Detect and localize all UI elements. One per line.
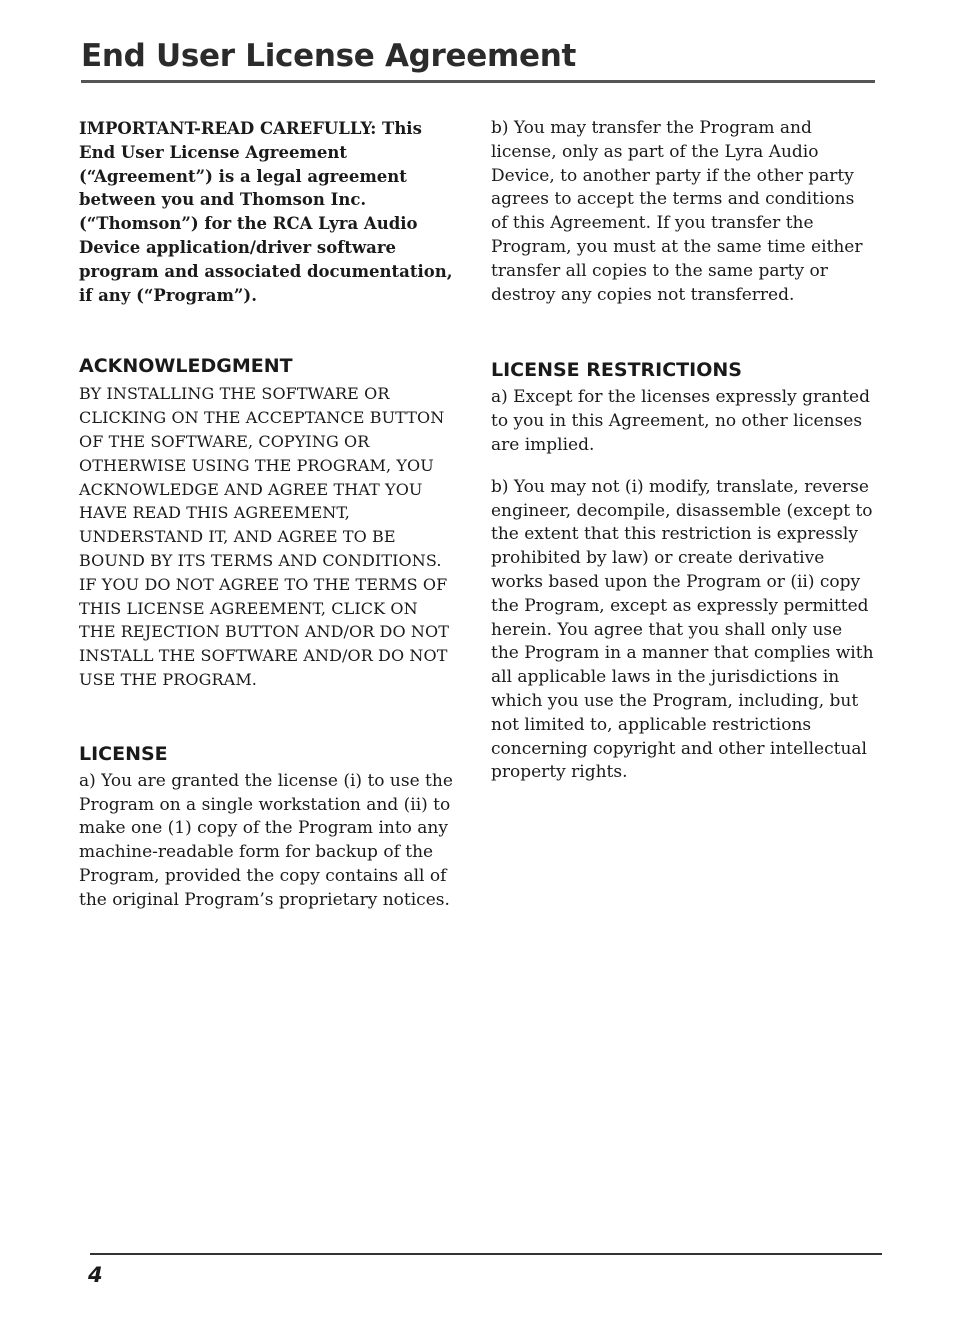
page-number: 4 — [88, 1263, 103, 1287]
license-heading: LICENSE — [79, 742, 168, 765]
license-transfer-paragraph: b) You may transfer the Program and license, only as part of the Lyra Audio Device, to another party if the other party agrees to accept the terms and conditions of this Agreement. If you transfer the Program, you must at the same time either transfer all copies to the same party or destroy any copies not transferred. — [491, 118, 863, 305]
restrictions-paragraph-a: a) Except for the licenses expressly granted to you in this Agreement, no other licenses are implied. — [491, 387, 870, 455]
acknowledgment-body: BY INSTALLING THE SOFTWARE OR CLICKING ON THE ACCEPTANCE BUTTON OF THE SOFTWARE, COPYING OR OTHERWISE USING THE PROGRAM, YOU ACKNOWLEDGE AND AGREE THAT YOU HAVE READ THIS AGREEMENT, UNDERSTAND IT, AND AGREE TO BE BOUND BY ITS TERMS AND CONDITIONS. IF YOU DO NOT AGREE TO THE TERMS OF THIS LICENSE AGREEMENT, CLICK ON THE REJECTION BUTTON AND/OR DO NOT INSTALL THE SOFTWARE AND/OR DO NOT USE THE PROGRAM. — [79, 384, 449, 689]
page-title: End User License Agreement — [81, 38, 577, 74]
footer-divider — [90, 1253, 882, 1255]
left-column — [79, 117, 457, 913]
intro-paragraph: IMPORTANT-READ CAREFULLY: This End User License Agreement (“Agreement”) is a legal agreement between you and Thomson Inc. (“Thomson”) for the RCA Lyra Audio Device application/driver software program and associated documentation, if any (“Program”). — [79, 119, 453, 305]
license-restrictions-heading: LICENSE RESTRICTIONS — [491, 359, 742, 382]
license-body: a) You are granted the license (i) to use the Program on a single workstation and (ii) to make one (1) copy of the Program into any machine-readable form for backup of the Program, provided the copy contains all of the original Program’s proprietary notices. — [79, 770, 453, 910]
acknowledgment-heading: ACKNOWLEDGMENT — [79, 355, 293, 378]
right-column — [491, 117, 875, 785]
restrictions-paragraph-b: b) You may not (i) modify, translate, reverse engineer, decompile, disassemble (except to the extent that this restriction is expressly prohibited by law) or create derivative works based upon the Program or (ii) copy the Program, except as expressly permitted herein. You agree that you shall only use the Program in a manner that complies with all applicable laws in the jurisdictions in which you use the Program, including, but not limited to, applicable restrictions concerning copyright and other intellectual property rights. — [491, 476, 874, 783]
title-divider — [81, 80, 875, 83]
